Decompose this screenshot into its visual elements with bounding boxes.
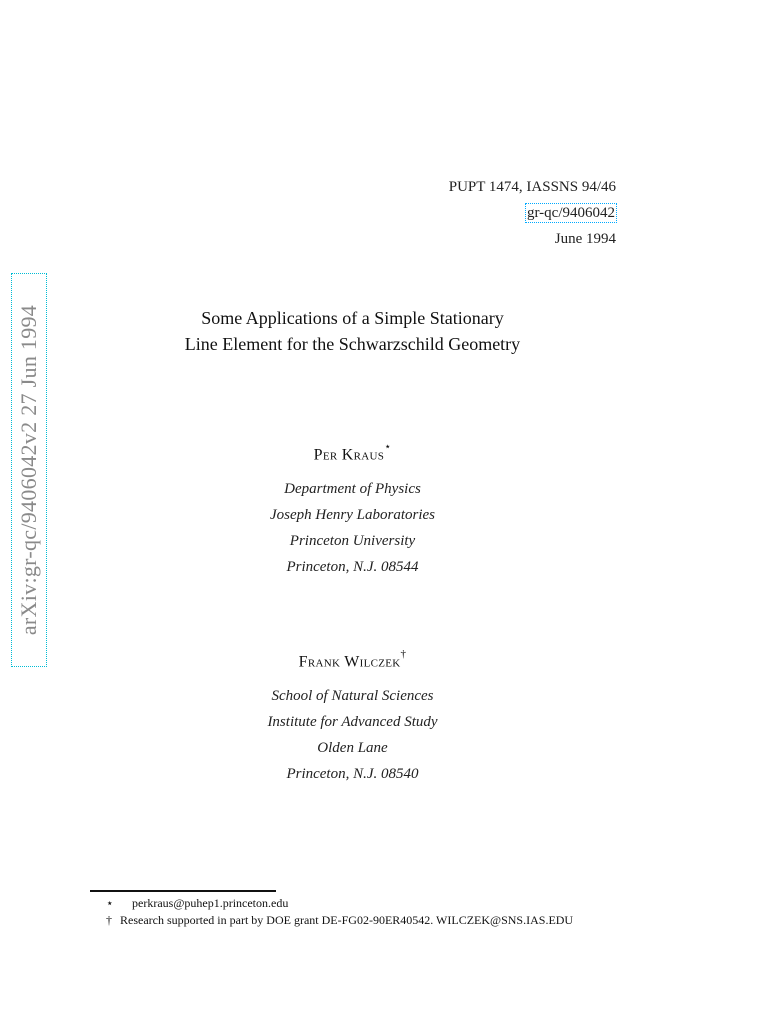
affiliation-line: Department of Physics bbox=[284, 481, 421, 498]
affiliation-line: Princeton, N.J. 08544 bbox=[286, 559, 419, 576]
footnote-mark: ⋆ bbox=[106, 896, 114, 910]
author-footnote-mark: ⋆ bbox=[384, 441, 392, 453]
arxiv-id-link[interactable]: gr-qc/9406042 bbox=[526, 205, 615, 221]
affiliation-line: Institute for Advanced Study bbox=[267, 714, 438, 731]
footnote-1 bbox=[106, 895, 573, 912]
author-block-wilczek bbox=[0, 644, 705, 787]
paper-title bbox=[0, 305, 705, 357]
footnotes bbox=[106, 895, 573, 929]
footnote-text: Research supported in part by DOE grant DE-FG02-90ER40542. WILCZEK@SNS.IAS.EDU bbox=[120, 913, 574, 927]
affiliation-line: Princeton University bbox=[289, 533, 416, 550]
affiliation-line: Princeton, N.J. 08540 bbox=[286, 766, 419, 783]
author-affiliation bbox=[0, 683, 705, 787]
footnote-mark: † bbox=[106, 913, 112, 927]
paper-title-line-1: Some Applications of a Simple Stationary bbox=[201, 308, 504, 328]
paper-title-line-2: Line Element for the Schwarzschild Geometry bbox=[184, 334, 521, 354]
arxiv-side-stamp-text[interactable]: arXiv:gr-qc/9406042v2 27 Jun 1994 bbox=[16, 304, 41, 636]
report-info bbox=[449, 174, 616, 252]
author-name-text: Frank Wilczek bbox=[298, 653, 401, 671]
report-date: June 1994 bbox=[554, 231, 616, 247]
affiliation-line: School of Natural Sciences bbox=[271, 688, 434, 705]
author-name-text: Per Kraus bbox=[313, 446, 385, 464]
author-name bbox=[0, 644, 705, 675]
author-footnote-mark: † bbox=[400, 648, 407, 660]
report-numbers: PUPT 1474, IASSNS 94/46 bbox=[448, 179, 616, 195]
author-block-kraus bbox=[0, 437, 705, 580]
affiliation-line: Joseph Henry Laboratories bbox=[270, 507, 435, 524]
author-affiliation bbox=[0, 476, 705, 580]
footnote-rule bbox=[90, 890, 276, 892]
footnote-2 bbox=[106, 912, 573, 929]
footnote-text: perkraus@puhep1.princeton.edu bbox=[132, 896, 289, 910]
author-name bbox=[0, 437, 705, 468]
affiliation-line: Olden Lane bbox=[317, 740, 388, 757]
